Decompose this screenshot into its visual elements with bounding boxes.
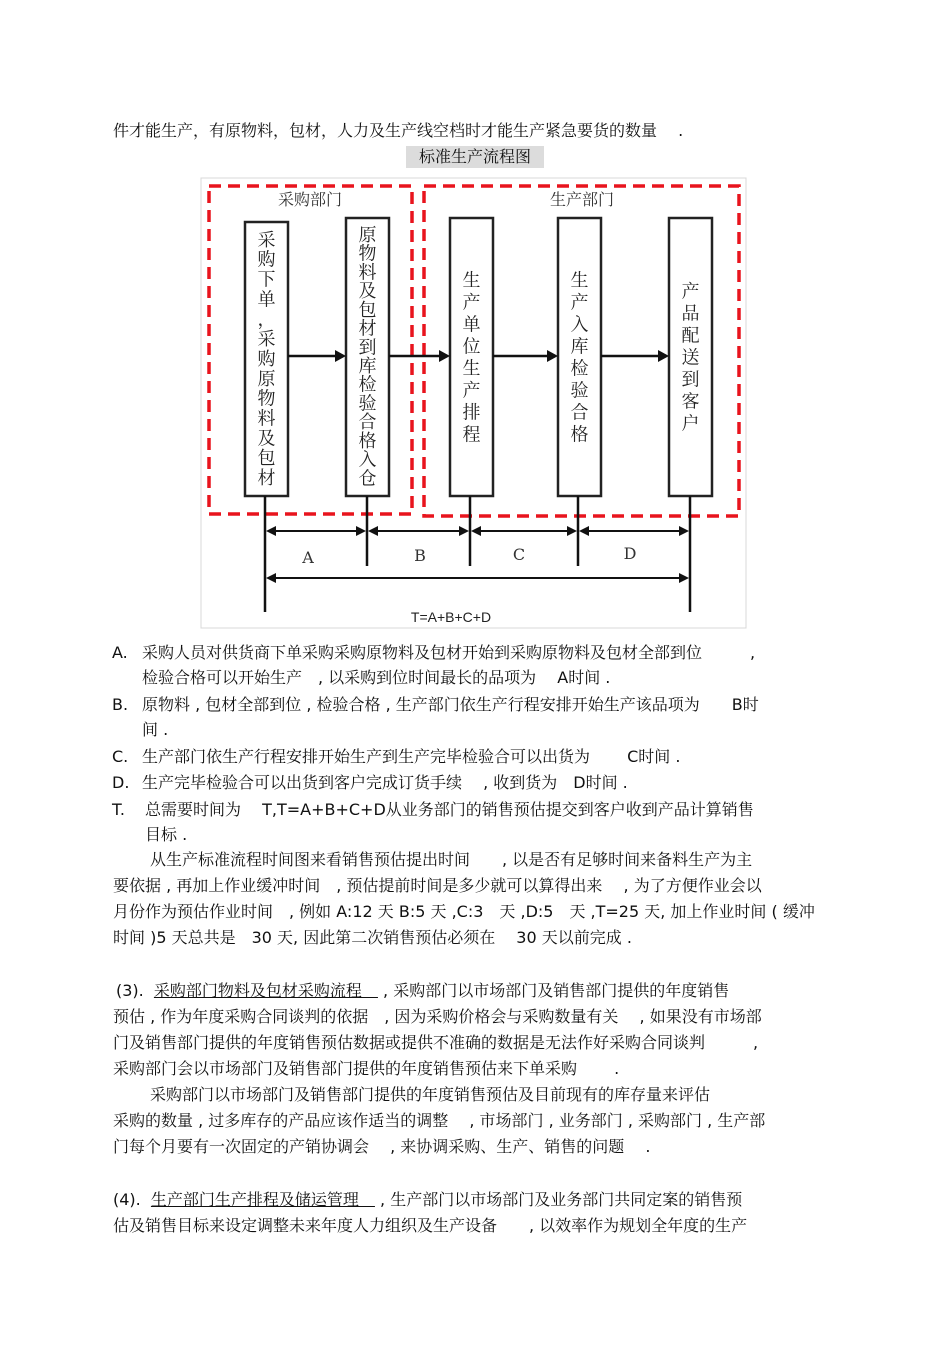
para1-line4: 时间 )5 天总共是 30 天, 因此第二次销售预估必须在 30 天以前完成 .: [113, 928, 632, 947]
top-text-line: 件才能生产，有原物料，包材，人力及生产线空档时才能生产紧急要货的数量 .: [113, 121, 684, 140]
list-item-a-marker: A.: [112, 643, 128, 662]
section4-line2: 估及销售目标来设定调整未来年度人力组织及生产设备 , 以效率作为规划全年度的生产: [113, 1216, 748, 1235]
segment-label-b: B: [414, 546, 426, 565]
section3-para-line2: 采购的数量 , 过多库存的产品应该作适当的调整 , 市场部门 , 业务部门 , 采购部门 , 生产部: [113, 1111, 766, 1130]
process-box-3-text: 生产单位生产排程: [462, 270, 481, 446]
section3-line3: 门及销售部门提供的年度销售预估数据或提供不准确的数据是无法作好采购合同谈判 ,: [113, 1033, 759, 1052]
process-box-2-text: 原物料及包材到库检验合格入仓: [358, 225, 377, 490]
section3-number: (3).: [116, 981, 144, 1000]
section3-para-line3: 门每个月要有一次固定的产销协调会 , 来协调采购、生产、销售的问题 .: [113, 1137, 651, 1156]
list-item-a-line2: 检验合格可以开始生产 , 以采购到位时间最长的品项为 A时间 .: [142, 668, 611, 687]
total-time-label: T=A+B+C+D: [410, 609, 492, 625]
process-box-5-text: 产品配送到客户: [681, 281, 700, 435]
dept-purchase-label: 采购部门: [277, 190, 343, 209]
list-item-b-line1: 原物料 , 包材全部到位 , 检验合格 , 生产部门依生产行程安排开始生产该品项为 B时: [142, 695, 759, 714]
list-item-a-line1: 采购人员对供货商下单采购采购原物料及包材开始到采购原物料及包材全部到位 ,: [142, 643, 756, 662]
para1-line3: 月份作为预估作业时间 , 例如 A:12 天 B:5 天 ,C:3 天 ,D:5 天 ,T=25 天, 加上作业时间 ( 缓冲: [113, 902, 815, 921]
list-item-b-marker: B.: [112, 695, 129, 714]
section3-line2: 预估 , 作为年度采购合同谈判的依据 , 因为采购价格会与采购数量有关 , 如果没有市场部: [113, 1007, 762, 1026]
list-item-b-line2: 间 .: [142, 720, 169, 739]
section3-first-rest: , 采购部门以市场部门及销售部门提供的年度销售: [377, 981, 730, 1000]
list-item-d-marker: D.: [112, 773, 130, 792]
segment-label-d: D: [623, 544, 637, 563]
section4-title: 生产部门生产排程及储运管理: [150, 1190, 375, 1209]
figure-caption: 标准生产流程图: [406, 146, 544, 168]
section3-title: 采购部门物料及包材采购流程: [153, 981, 378, 1000]
para1-line2: 要依据 , 再加上作业缓冲时间 , 预估提前时间是多少就可以算得出来 , 为了方便作业会以: [113, 876, 762, 895]
list-item-c-marker: C.: [112, 747, 129, 766]
segment-label-c: C: [512, 545, 526, 564]
section4-number: (4).: [113, 1190, 141, 1209]
section4-first-rest: , 生产部门以市场部门及业务部门共同定案的销售预: [374, 1190, 743, 1209]
process-box-4-text: 生产入库检验合格: [570, 270, 589, 446]
dept-production-label: 生产部门: [549, 190, 615, 209]
list-item-c-line1: 生产部门依生产行程安排开始生产到生产完毕检验合可以出货为 C时间 .: [142, 747, 681, 766]
para1-line1: 从生产标准流程时间图来看销售预估提出时间 , 以是否有足够时间来备料生产为主: [150, 850, 753, 869]
segment-label-a: A: [302, 548, 314, 567]
list-item-d-line1: 生产完毕检验合可以出货到客户完成订货手续 , 收到货为 D时间 .: [142, 773, 628, 792]
section4-first-line: [113, 1190, 742, 1210]
production-flow-diagram: [0, 0, 950, 640]
list-item-t-marker: T.: [112, 800, 125, 819]
list-item-t-line2: 目标 .: [145, 825, 188, 844]
section3-line4: 采购部门会以市场部门及销售部门提供的年度销售预估来下单采购 .: [113, 1059, 620, 1078]
section3-first-line: [116, 981, 729, 1001]
list-item-t-line1: 总需要时间为 T,T=A+B+C+D从业务部门的销售预估提交到客户收到产品计算销售: [145, 800, 754, 819]
section3-para-line1: 采购部门以市场部门及销售部门提供的年度销售预估及目前现有的库存量来评估: [150, 1085, 711, 1104]
process-box-1-text: 采购下单，采购原物料及包材: [257, 229, 276, 489]
